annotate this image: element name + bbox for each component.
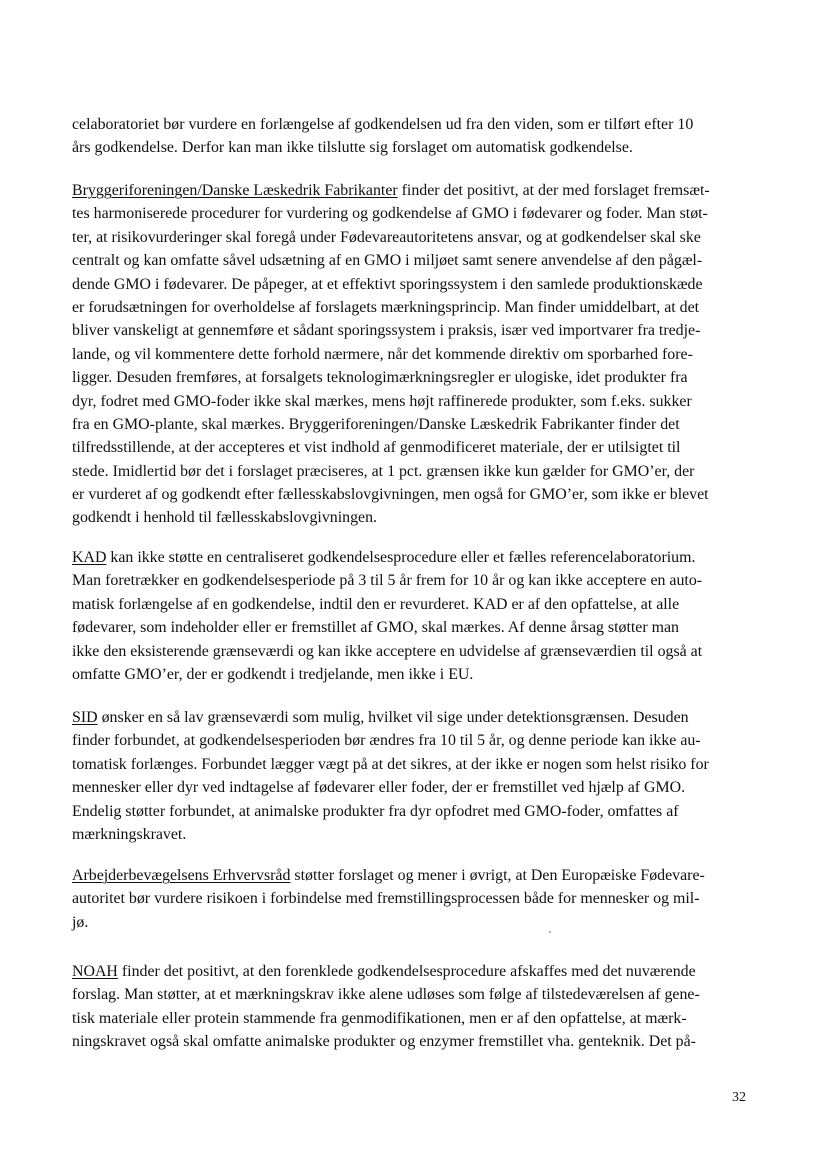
text-line [72,960,752,983]
text-line: lande, og vil kommentere dette forhold nærmere, når det kommende direktiv om sporbarhed fore- [72,345,693,363]
text-line: stede. Imidlertid bør det i forslaget præciseres, at 1 pct. grænsen ikke kun gælder for GMO’er, der [72,462,695,480]
organization-name: NOAH [72,963,118,980]
text-line: finder forbundet, at godkendelsesperioden bør ændres fra 10 til 5 år, og denne periode kan ikke au- [72,732,701,750]
line-text: kan ikke støtte en centraliseret godkendelsesprocedure eller et fælles referencelaboratorium. [106,549,696,566]
organization-name: Arbejderbevægelsens Erhvervsråd [72,867,291,884]
organization-name: Bryggeriforeningen/Danske Læskedrik Fabrikanter [72,182,398,199]
text-line: ningskravet også skal omfatte animalske produkter og enzymer fremstillet vha. genteknik. Det på- [72,1033,696,1051]
text-line: er vurderet af og godkendt efter fællesskabslovgivningen, men også for GMO’er, som ikke er blevet [72,486,709,504]
scan-speck [549,931,551,933]
line-text: støtter forslaget og mener i øvrigt, at Den Europæiske Fødevare- [290,867,705,884]
line-text: ønsker en så lav grænseværdi som mulig, hvilket vil sige under detektionsgrænsen. Desuden [97,709,689,726]
text-line: er forudsætningen for overholdelse af forslagets mærkningsprincip. Man finder umiddelbart, at det [72,298,700,316]
text-line: tes harmoniserede procedurer for vurdering og godkendelse af GMO i fødevarer og foder. Man støt- [72,205,708,223]
text-line: mærkningskravet. [72,825,187,843]
text-line [72,864,752,887]
page-number: 32 [732,1090,746,1105]
text-line: autoritet bør vurdere risikoen i forbindelse med fremstillingsprocessen både for mennesker og mil- [72,890,700,908]
text-line: dyr, fodret med GMO-foder ikke skal mærkes, mens højt raffinerede produkter, som f.eks. sukker [72,392,692,410]
paragraph-kad [72,546,752,686]
line-text: finder det positivt, at der med forslaget fremsæt- [397,182,710,199]
text-line: tisk materiale eller protein stammende fra genmodifikationen, men er af den opfattelse, at mærk- [72,1009,687,1027]
organization-name: SID [72,709,98,726]
text-line: års godkendelse. Derfor kan man ikke tilslutte sig forslaget om automatisk godkendelse. [72,139,633,157]
text-line: fra en GMO-plante, skal mærkes. Bryggeriforeningen/Danske Læskedrik Fabrikanter finder det [72,415,680,433]
text-line: ter, at risikovurderinger skal foregå under Fødevareautoritetens ansvar, og at godkendelser skal ske [72,228,701,246]
paragraph-arbejderbevaegelsens-erhvervsraad [72,864,752,934]
paragraph-continuation [72,113,752,160]
text-line: tomatisk forlænges. Forbundet lægger vægt på at det sikres, at der ikke er nogen som helst risiko for [72,755,709,773]
text-line: ikke den eksisterende grænseværdi og kan ikke acceptere en udvidelse af grænseværdien til også at [72,642,703,660]
text-line: Endelig støtter forbundet, at animalske produkter fra dyr opfodret med GMO-foder, omfattes af [72,802,679,820]
text-line: ligger. Desuden fremføres, at forsalgets teknologimærkningsregler er ulogiske, idet produkter fra [72,369,688,387]
line-text: finder det positivt, at den forenklede godkendelsesprocedure afskaffes med det nuværende [117,963,696,980]
text-line: centralt og kan omfatte såvel udsætning af en GMO i miljøet samt senere anvendelse af den pågæl- [72,252,703,270]
text-line: godkendt i henhold til fællesskabslovgivningen. [72,509,377,527]
paragraph-sid [72,706,752,846]
text-line [72,179,752,202]
text-line [72,706,752,729]
text-line: Man foretrækker en godkendelsesperiode på 3 til 5 år frem for 10 år og kan ikke acceptere en auto- [72,572,703,590]
text-line: mennesker eller dyr ved indtagelse af fødevarer eller foder, der er fremstillet ved hjælp af GMO. [72,779,686,797]
paragraph-noah [72,960,752,1054]
text-line: dende GMO i fødevarer. De påpeger, at et effektivt sporingssystem i den samlede produktionskæde [72,275,703,293]
text-line [72,546,752,569]
text-line: matisk forlængelse af en godkendelse, indtil den er revurderet. KAD er af den opfattelse, at alle [72,595,680,613]
text-line: omfatte GMO’er, der er godkendt i tredjelande, men ikke i EU. [72,665,474,683]
text-line: jø. [72,913,89,931]
text-line: tilfredsstillende, at der accepteres et vist indhold af genmodificeret materiale, der er utilsigtet til [72,439,681,457]
text-line: celaboratoriet bør vurdere en forlængelse af godkendelsen ud fra den viden, som er tilført efter 10 [72,116,694,133]
organization-name: KAD [72,549,107,566]
text-line: fødevarer, som indeholder eller er fremstillet af GMO, skal mærkes. Af denne årsag støtter man [72,619,679,637]
paragraph-bryggeriforeningen [72,179,752,530]
text-line: forslag. Man støtter, at et mærkningskrav ikke alene udløses som følge af tilstedeværelsen af gene- [72,986,700,1004]
text-line: bliver vanskeligt at gennemføre et sådant sporingssystem i praksis, især ved importvarer fra tredje- [72,322,701,340]
